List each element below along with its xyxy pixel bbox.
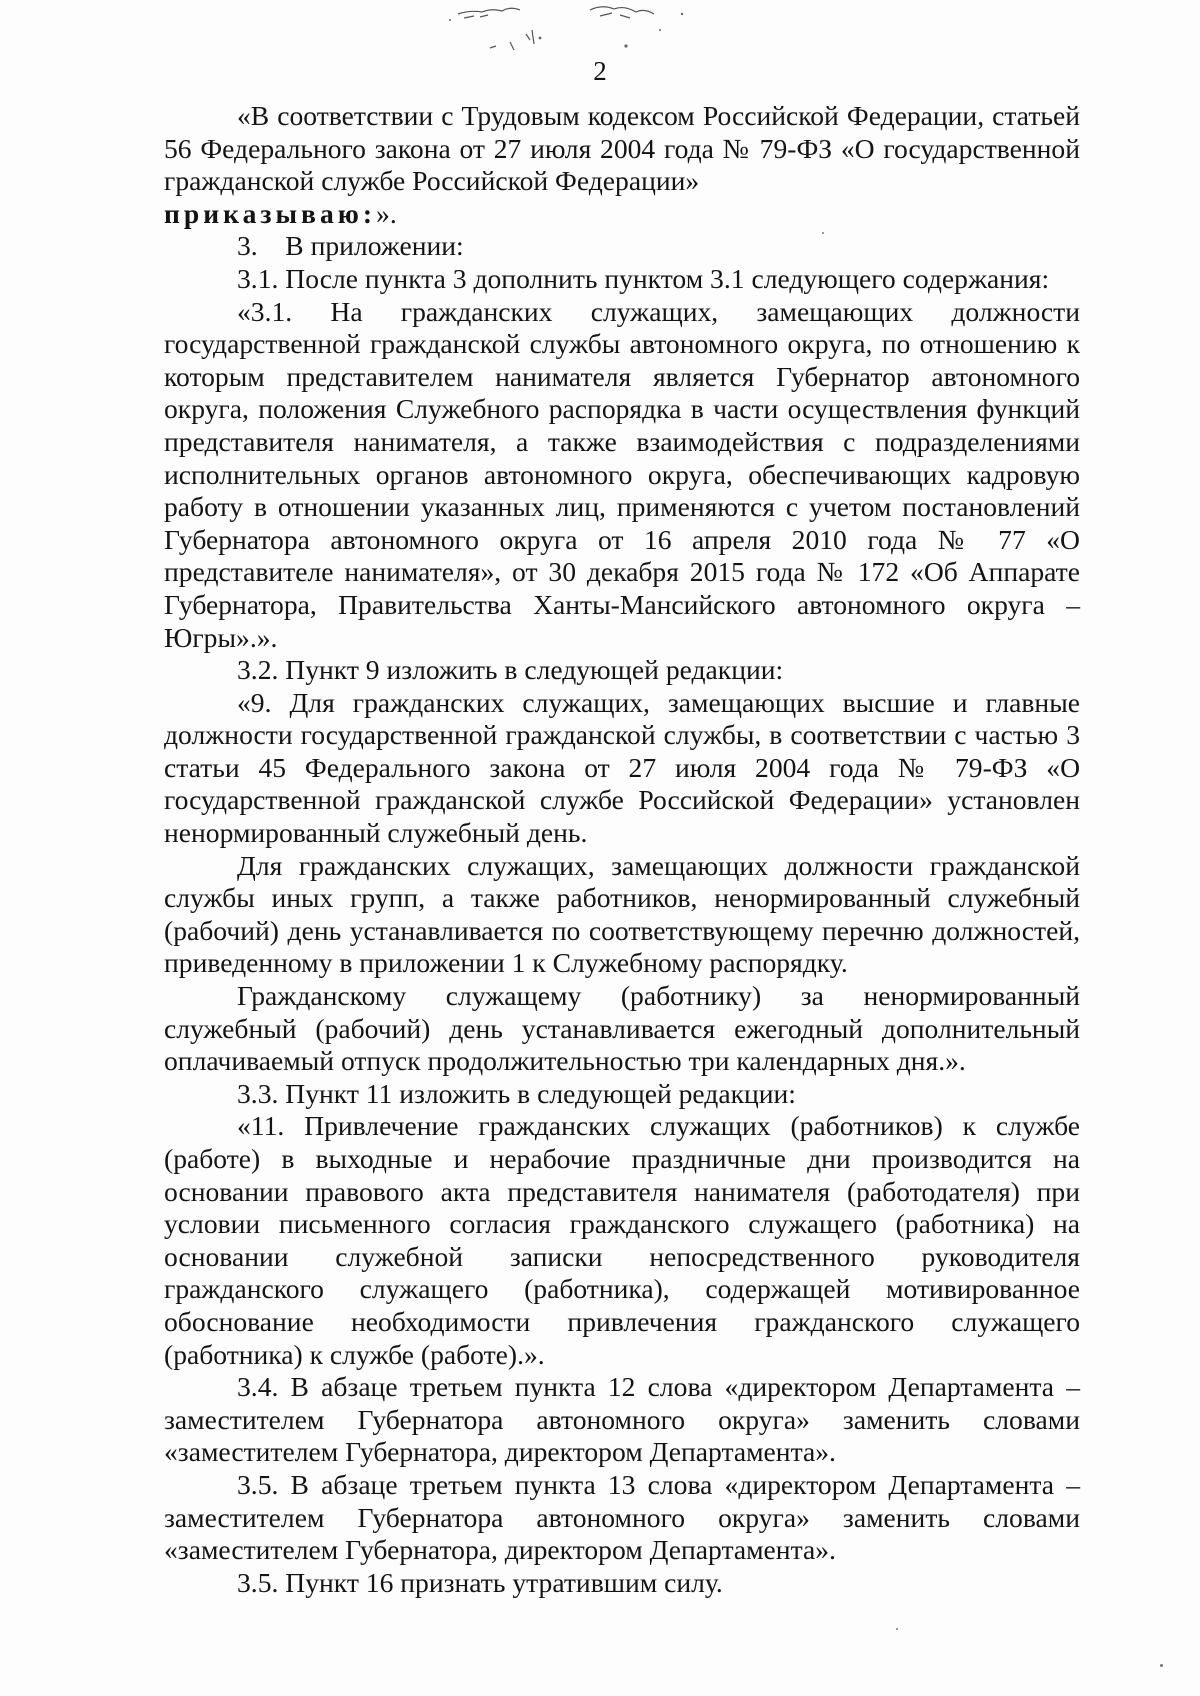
scan-speck (1160, 1664, 1163, 1667)
paragraph-item-11-text: «11. Привлечение гражданских служащих (работников) к службе (работе) в выходные и нерабочие праздничные дни производится на основании правового акта представителя нанимателя (работодателя) при условии письменного согласия гражданского служащего (работника) на основании служебной записки непосредственного руководителя гражданского служащего (работника), содержащей мотивированное обоснование необходимости привлечения гражданского служащего (работника) к службе (работе).». (164, 1110, 1080, 1370)
paragraph-item-3-5-b: 3.5. Пункт 16 признать утратившим силу. (237, 1566, 723, 1598)
order-word-tail: ». (376, 197, 397, 229)
paragraph-item-9-groups: Для гражданских служащих, замещающих должности гражданской службы иных групп, а также работников, ненормированный служебный (рабочий) день устанавливается по соответствующему перечню должностей, приведенному в приложении 1 к Служебному распорядку. (164, 849, 1080, 979)
paragraph-item-3-1-text: «3.1. На гражданских служащих, замещающих должности государственной гражданской службы автономного округа, по отношению к которым представителем нанимателя является Губернатор автономного округа, положения Служебного распорядка в части осуществления функций представителя нанимателя, а также взаимодействия с подразделениями исполнительных органов автономного округа, обеспечивающих кадровую работу в отношении указанных лиц, применяются с учетом постановлений Губернатора автономного округа от 16 апреля 2010 года № 77 «О представителе нанимателя», от 30 декабря 2015 года № 172 «Об Аппарате Губернатора, Правительства Ханты-Мансийского автономного округа – Югры».». (164, 295, 1080, 653)
scan-speck (896, 1628, 898, 1630)
page-number: 2 (593, 56, 607, 86)
paragraph-item-3-2: 3.2. Пункт 9 изложить в следующей редакции: (237, 654, 784, 686)
paragraph-item-9-leave: Гражданскому служащему (работнику) за ненормированный служебный (рабочий) день устанавливается ежегодный дополнительный оплачиваемый отпуск продолжительностью три календарных дня.». (164, 980, 1080, 1077)
paragraph-item-9-text: «9. Для гражданских служащих, замещающих высшие и главные должности государственной гражданской службы, в соответствии с частью 3 статьи 45 Федерального закона от 27 июля 2004 года № 79-ФЗ «О государственной гражданской службе Российской Федерации» установлен ненормированный служебный день. (164, 686, 1080, 849)
paragraph-item-3-4: 3.4. В абзаце третьем пункта 12 слова «директором Департамента – заместителем Губернатора автономного округа» заменить словами «заместителем Губернатора, директором Департамента». (164, 1371, 1080, 1468)
order-word: приказываю: (164, 197, 377, 229)
paragraph-item-3: 3. В приложении: (237, 230, 464, 262)
document-body (164, 100, 1080, 1599)
paragraph-item-3-5-a: 3.5. В абзаце третьем пункта 13 слова «директором Департамента – заместителем Губернатора автономного округа» заменить словами «заместителем Губернатора, директором Департамента». (164, 1468, 1080, 1566)
paragraph-order-word (164, 198, 1080, 231)
paragraph-preamble: «В соответствии с Трудовым кодексом Российской Федерации, статьей 56 Федерального закона от 27 июля 2004 года № 79-ФЗ «О государственной гражданской службе Российской Федерации» (164, 100, 1080, 197)
scan-speck (822, 232, 824, 234)
paragraph-item-3-1: 3.1. После пункта 3 дополнить пунктом 3.1 следующего содержания: (237, 262, 1050, 294)
paragraph-item-3-3: 3.3. Пункт 11 изложить в следующей редакции: (237, 1077, 796, 1109)
